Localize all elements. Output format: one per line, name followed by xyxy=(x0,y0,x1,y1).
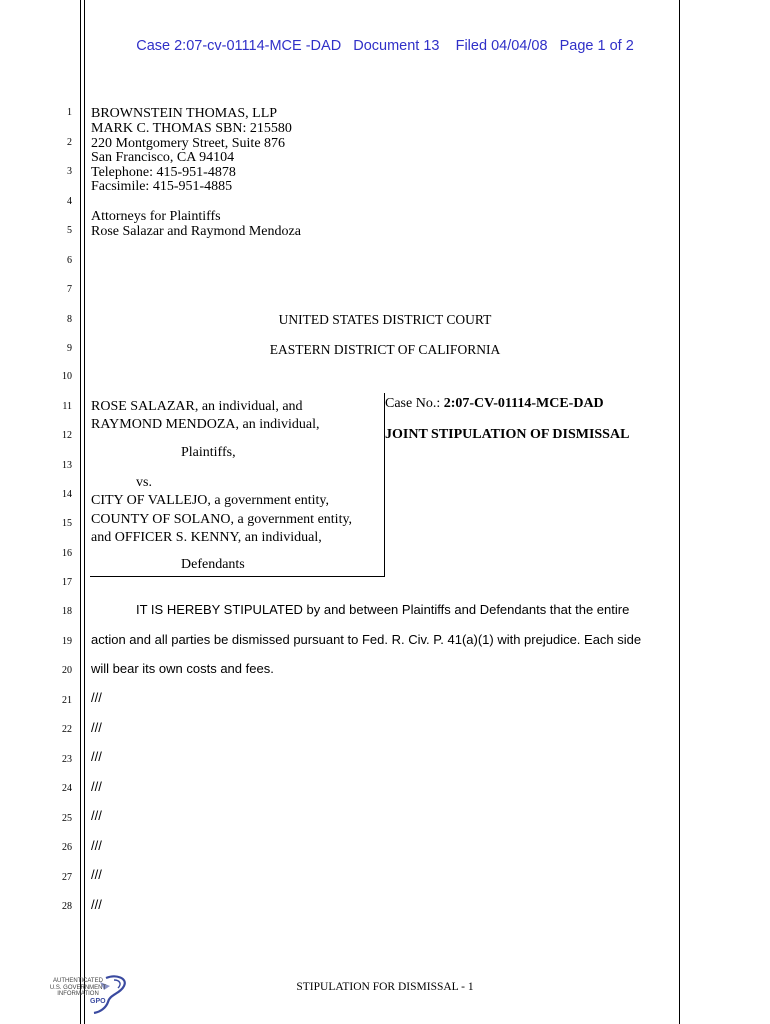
line-number: 1 xyxy=(67,107,72,118)
line-number: 5 xyxy=(67,225,72,236)
pleading-rule-right xyxy=(679,0,680,1024)
line-number: 12 xyxy=(62,430,72,441)
gpo-seal-text-line: U.S. GOVERNMENT xyxy=(49,984,107,991)
counsel-facsimile: Facsimile: 415-951-4885 xyxy=(91,179,233,194)
versus-label: vs. xyxy=(136,475,152,490)
caption-divider-horizontal xyxy=(90,576,385,577)
defendant-line-2: COUNTY OF SOLANO, a government entity, xyxy=(91,512,353,527)
continuation-slashes: /// xyxy=(91,838,102,853)
line-number: 28 xyxy=(62,901,72,912)
gpo-seal-text-line: INFORMATION xyxy=(57,991,99,997)
line-number: 18 xyxy=(62,606,72,617)
line-number: 27 xyxy=(62,872,72,883)
counsel-city: San Francisco, CA 94104 xyxy=(91,150,235,165)
defendants-label: Defendants xyxy=(181,557,245,572)
continuation-slashes: /// xyxy=(91,808,102,823)
line-number: 13 xyxy=(62,460,72,471)
pleading-rule-left-outer xyxy=(80,0,81,1024)
line-number: 14 xyxy=(62,489,72,500)
counsel-street: 220 Montgomery Street, Suite 876 xyxy=(91,136,286,151)
defendant-line-3: and OFFICER S. KENNY, an individual, xyxy=(91,530,322,545)
defendant-line-1: CITY OF VALLEJO, a government entity, xyxy=(91,493,329,508)
line-number: 20 xyxy=(62,665,72,676)
caption-divider-vertical xyxy=(384,393,385,576)
line-number: 8 xyxy=(67,314,72,325)
continuation-slashes: /// xyxy=(91,897,102,912)
plaintiffs-label: Plaintiffs, xyxy=(181,445,236,460)
counsel-role: Attorneys for Plaintiffs xyxy=(91,209,221,224)
continuation-slashes: /// xyxy=(91,749,102,764)
ecf-header: Case 2:07-cv-01114-MCE -DAD Document 13 Filed 04/04/08 Page 1 of 2 xyxy=(136,38,634,54)
line-number: 19 xyxy=(62,636,72,647)
line-number: 26 xyxy=(62,842,72,853)
court-district: EASTERN DISTRICT OF CALIFORNIA xyxy=(269,342,501,357)
body-line-1: IT IS HEREBY STIPULATED by and between Plaintiffs and Defendants that the entire xyxy=(136,602,630,617)
line-number: 10 xyxy=(62,371,72,382)
court-name: UNITED STATES DISTRICT COURT xyxy=(278,312,492,327)
line-number: 16 xyxy=(62,548,72,559)
line-number: 23 xyxy=(62,754,72,765)
line-number: 3 xyxy=(67,166,72,177)
continuation-slashes: /// xyxy=(91,690,102,705)
continuation-slashes: /// xyxy=(91,779,102,794)
line-number: 25 xyxy=(62,813,72,824)
line-number: 4 xyxy=(67,196,72,207)
pleading-rule-left-inner xyxy=(84,0,85,1024)
gpo-authentication-seal xyxy=(44,972,129,1014)
line-number: 17 xyxy=(62,577,72,588)
counsel-attorney: MARK C. THOMAS SBN: 215580 xyxy=(91,121,292,136)
continuation-slashes: /// xyxy=(91,867,102,882)
gpo-seal-text xyxy=(44,978,112,998)
page-footer: STIPULATION FOR DISMISSAL - 1 xyxy=(296,981,474,993)
case-number-label: Case No.: xyxy=(385,396,444,411)
line-number: 11 xyxy=(62,401,72,412)
line-number: 9 xyxy=(67,343,72,354)
line-number: 21 xyxy=(62,695,72,706)
plaintiff-line-2: RAYMOND MENDOZA, an individual, xyxy=(91,417,320,432)
line-number: 2 xyxy=(67,137,72,148)
gpo-seal-text-line: AUTHENTICATED xyxy=(53,978,103,984)
counsel-clients: Rose Salazar and Raymond Mendoza xyxy=(91,224,301,239)
body-line-2: action and all parties be dismissed pursuant to Fed. R. Civ. P. 41(a)(1) with prejudice. Each side xyxy=(91,632,642,647)
counsel-telephone: Telephone: 415-951-4878 xyxy=(91,165,236,180)
counsel-firm: BROWNSTEIN THOMAS, LLP xyxy=(91,106,278,121)
document-title: JOINT STIPULATION OF DISMISSAL xyxy=(385,427,630,442)
continuation-slashes: /// xyxy=(91,720,102,735)
line-number: 15 xyxy=(62,518,72,529)
gpo-mark: GPO xyxy=(90,998,106,1005)
line-number: 24 xyxy=(62,783,72,794)
case-number-value: 2:07-CV-01114-MCE-DAD xyxy=(443,396,604,411)
body-line-3: will bear its own costs and fees. xyxy=(91,661,274,676)
line-number: 7 xyxy=(67,284,72,295)
plaintiff-line-1: ROSE SALAZAR, an individual, and xyxy=(91,399,303,414)
line-number: 6 xyxy=(67,255,72,266)
line-number: 22 xyxy=(62,724,72,735)
case-number xyxy=(385,396,604,411)
